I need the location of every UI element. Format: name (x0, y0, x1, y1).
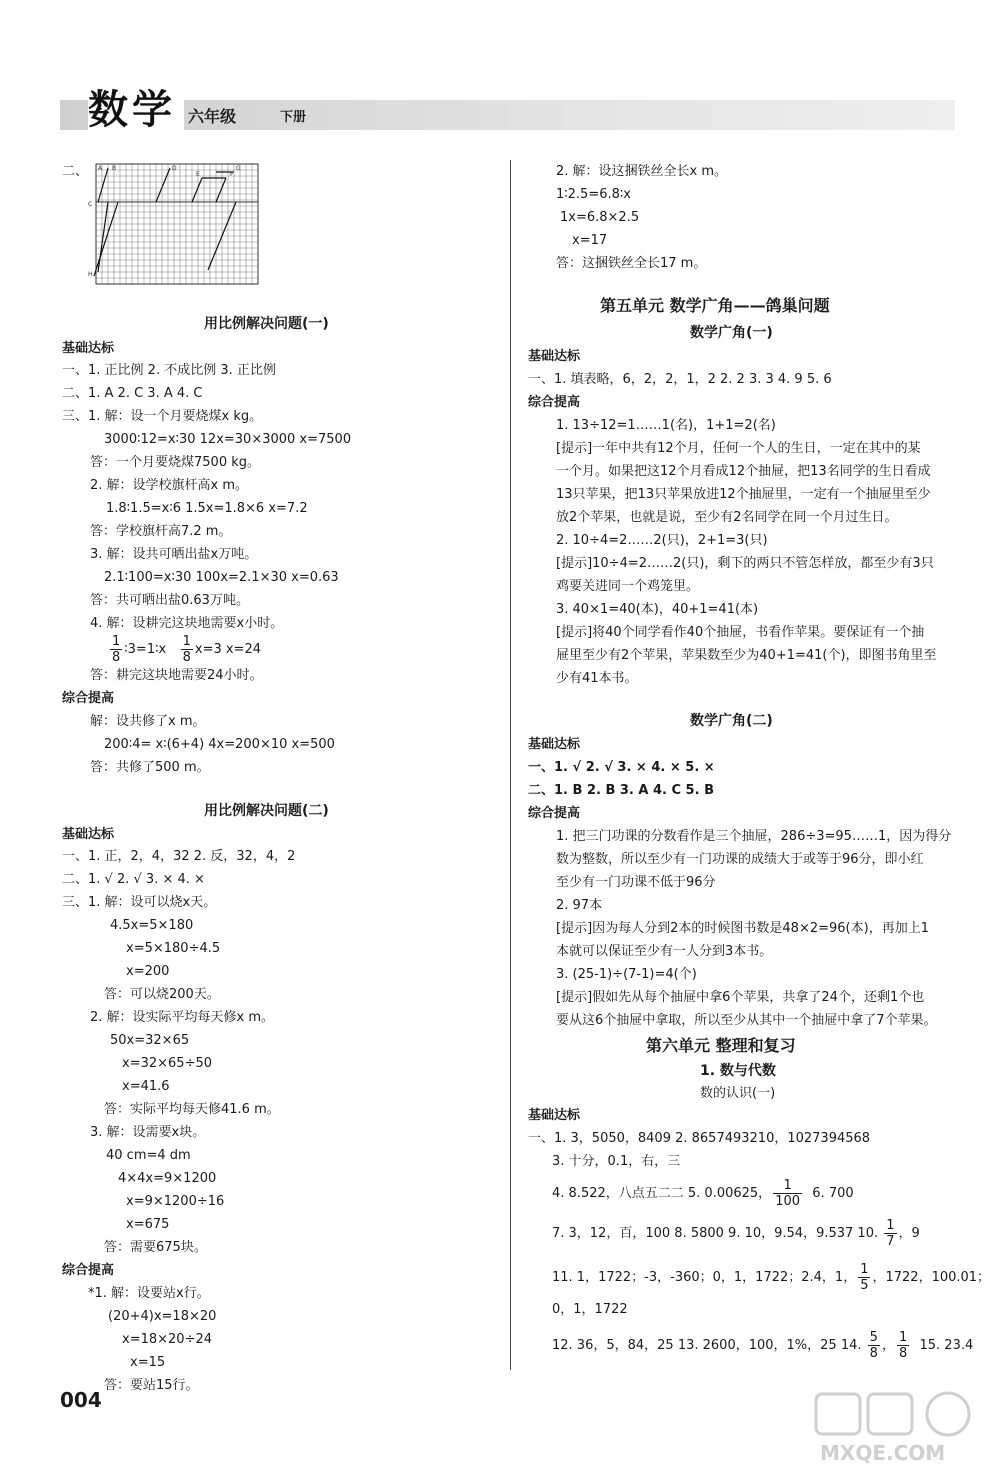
fraction: $\frac{1}{100}$ (775, 1178, 801, 1209)
answer-line: 0，1，1722 (552, 1302, 628, 1317)
grid-label-a: A (98, 165, 103, 172)
equation-line: 40 cm=4 dm (106, 1148, 191, 1163)
answer-line: 三、1. 解：设可以烧x天。 (62, 895, 217, 910)
hint-line: 本就可以保证至少有一人分到3本书。 (556, 944, 773, 959)
basic-heading: 基础达标 (62, 827, 115, 842)
section-title-math-corner-2: 数学广角(二) (690, 713, 773, 729)
watermark-glyph-1 (816, 1394, 860, 1434)
watermark-logo (810, 1390, 990, 1468)
answer-line: 答：学校旗杆高7.2 m。 (90, 524, 232, 539)
answer-line: 三、1. 解：设一个月要烧煤x kg。 (62, 409, 263, 424)
subsection-subtitle: 数的认识(一) (700, 1086, 776, 1101)
hint-line: 屉里至少有2个苹果，苹果数至少为40+1=41(个)，即图书角里至 (556, 648, 937, 663)
basic-heading: 基础达标 (62, 341, 115, 356)
equation-line: x=9×1200÷16 (126, 1194, 225, 1209)
equation-line: 1.8∶1.5=x∶6 1.5x=1.8×6 x=7.2 (106, 501, 308, 516)
answer-line-fraction (552, 1262, 990, 1293)
hint-line: 13只苹果，把13只苹果放进12个抽屉里，一定有一个抽屉里至少 (556, 487, 931, 502)
answer-line: 一、1. √ 2. √ 3. × 4. × 5. × (528, 760, 715, 775)
subject-title: 数学 (88, 78, 184, 135)
answer-line: 答：一个月要烧煤7500 kg。 (90, 455, 260, 470)
answer-line-fraction: 12. 36，5，84，25 13. 2600，100，1%，25 14. $\frac{5}{8}$ ， $\frac{1}{8}$ 15. 23.4 (552, 1330, 974, 1361)
answer-line: 答：这捆铁丝全长17 m。 (556, 256, 707, 271)
answer-line: 答：需要675块。 (104, 1240, 207, 1255)
answer-line: 数为整数，所以至少有一门功课的成绩大于或等于96分，即小红 (556, 852, 924, 867)
answer-line: 至少有一门功课不低于96分 (556, 875, 716, 890)
grid-label-c: C (88, 201, 93, 208)
equation-line: x=17 (572, 233, 608, 248)
answer-line: 一、1. 3，5050，8409 2. 8657493210，1027394568 (528, 1131, 871, 1146)
equation-line: (20+4)x=18×20 (108, 1309, 217, 1324)
equation-line: 4.5x=5×180 (110, 918, 194, 933)
fraction: $\frac{1}{7}$ (886, 1218, 895, 1249)
answer-text: 15. 23.4 (919, 1338, 974, 1353)
equation-line: x=5×180÷4.5 (126, 941, 221, 956)
answer-line: *1. 解：设要站x行。 (88, 1286, 210, 1301)
advanced-heading: 综合提高 (62, 1263, 115, 1278)
answer-line: 二、1. A 2. C 3. A 4. C (62, 386, 203, 401)
answer-line: 2. 97本 (556, 898, 603, 913)
fraction: $\frac{1}{8}$ (898, 1330, 908, 1361)
answer-text: ，9 (898, 1226, 920, 1241)
answer-line: 1. 把三门功课的分数看作是三个抽屉，286÷3=95……1，因为得分 (556, 829, 952, 844)
answer-line: 答：共修了500 m。 (90, 760, 210, 775)
answer-line: 2. 10÷4=2……2(只)，2+1=3(只) (556, 533, 768, 548)
answer-line: 答：可以烧200天。 (104, 987, 220, 1002)
fraction: $\frac{1}{8}$ (182, 634, 191, 665)
answer-text: 7. 3，12，百，100 8. 5800 9. 10，9.54，9.537 10. (552, 1226, 883, 1241)
answer-line: 一、1. 正，2，4，32 2. 反，32，4，2 (62, 849, 296, 864)
answer-line: 3. 十分，0.1，右，三 (552, 1154, 681, 1169)
answer-line: 3. 解：设共可晒出盐x万吨。 (90, 547, 258, 562)
grid-label-f: F (230, 171, 234, 178)
answer-line: 答：耕完这块地需要24小时。 (90, 668, 263, 683)
page-number: 004 (60, 1388, 102, 1412)
equation-text: ∶3=1∶x (124, 642, 167, 657)
section-2-label: 二、 (62, 164, 89, 179)
equation-line: x=675 (126, 1217, 170, 1232)
equation-line: x=18×20÷24 (122, 1332, 212, 1347)
hint-line: [提示]10÷4=2……2(只)，剩下的两只不管怎样放，都至少有3只 (556, 556, 934, 571)
equation-line: 1∶2.5=6.8∶x (556, 187, 631, 202)
answer-line: 1. 13÷12=1……1(名)，1+1=2(名) (556, 418, 776, 433)
answer-line: 3. 40×1=40(本)，40+1=41(本) (556, 602, 759, 617)
answer-line: 2. 解：设学校旗杆高x m。 (90, 478, 249, 493)
advanced-heading: 综合提高 (528, 395, 581, 410)
grid-label-h: H (88, 271, 93, 278)
fraction: $\frac{5}{8}$ (869, 1330, 878, 1361)
equation-text: x=3 x=24 (194, 642, 261, 657)
basic-heading: 基础达标 (528, 737, 581, 752)
answer-line: 答：实际平均每天修41.6 m。 (104, 1102, 280, 1117)
hint-line: [提示]假如先从每个抽屉中拿6个苹果，共拿了24个，还剩1个也 (556, 990, 925, 1005)
answer-line: 3. (25-1)÷(7-1)=4(个) (556, 967, 697, 982)
equation-line: 50x=32×65 (110, 1033, 190, 1048)
grid-label-g: G (236, 165, 241, 172)
grade-label: 六年级 (188, 107, 237, 126)
hint-line: [提示]因为每人分到2本的时候图书数是48×2=96(本)，再加上1 (556, 921, 929, 936)
watermark-text: MXQE.COM (820, 1441, 946, 1465)
hint-line: [提示]一年中共有12个月，任何一个人的生日，一定在其中的某 (556, 441, 921, 456)
hint-line: 少有41本书。 (556, 671, 638, 686)
section-title-math-corner-1: 数学广角(一) (690, 325, 773, 341)
hint-line: 鸡要关进同一个鸡笼里。 (556, 579, 700, 594)
grid-label-e: E (196, 171, 200, 178)
equation-line: x=32×65÷50 (122, 1056, 212, 1071)
answer-line: 2. 解：设这捆铁丝全长x m。 (556, 164, 728, 179)
equation-line: 3000∶12=x∶30 12x=30×3000 x=7500 (104, 432, 352, 447)
answer-line: 一、1. 正比例 2. 不成比例 3. 正比例 (62, 363, 276, 378)
answer-text: 11. 1，1722；-3，-360；0，1，1722；2.4，1， (552, 1270, 857, 1285)
unit-6-title: 第六单元 整理和复习 (646, 1036, 796, 1055)
equation-line: 200∶4= x∶(6+4) 4x=200×10 x=500 (104, 737, 335, 752)
basic-heading: 基础达标 (528, 349, 581, 364)
equation-line: x=15 (130, 1355, 166, 1370)
answer-line: 3. 解：设需要x块。 (90, 1125, 206, 1140)
equation-line: 4×4x=9×1200 (118, 1171, 217, 1186)
answer-text: ，1722，100.01； (872, 1270, 991, 1285)
answer-line: 4. 解：设耕完这块地需要x小时。 (90, 616, 284, 631)
hint-line: 一个月。如果把这12个月看成12个抽屉，把13名同学的生日看成 (556, 464, 931, 479)
answer-text: 4. 8.522，八点五二二 5. 0.00625， (552, 1186, 772, 1201)
unit-5-title: 第五单元 数学广角——鸽巢问题 (600, 296, 830, 315)
equation-line: x=200 (126, 964, 170, 979)
answer-line-fraction (552, 1178, 854, 1209)
grid-label-b: B (112, 165, 117, 172)
answer-line: 答：共可晒出盐0.63万吨。 (90, 593, 249, 608)
watermark-glyph-2 (868, 1394, 912, 1434)
answer-line-fraction (552, 1218, 920, 1249)
answer-line: 一、1. 填表略，6，2，2，1，2 2. 2 3. 3 4. 9 5. 6 (528, 372, 832, 387)
hint-line: 要从这6个抽屉中拿取，所以至少从其中一个抽屉中拿了7个苹果。 (556, 1013, 937, 1028)
grid-label-d: D (172, 165, 177, 172)
equation-line: 2.1∶100=x∶30 100x=2.1×30 x=0.63 (104, 570, 339, 585)
answer-line: 二、1. B 2. B 3. A 4. C 5. B (528, 783, 714, 798)
answer-text: 6. 700 (812, 1186, 854, 1201)
advanced-heading: 综合提高 (62, 691, 115, 706)
answer-line: 2. 解：设实际平均每天修x m。 (90, 1010, 275, 1025)
answer-line: 解：设共修了x m。 (90, 714, 206, 729)
advanced-heading: 综合提高 (528, 806, 581, 821)
answer-line: 答：要站15行。 (104, 1378, 199, 1393)
equation-line: x=41.6 (122, 1079, 170, 1094)
answer-text: 12. 36，5，84，25 13. 2600，100，1%，25 14. (552, 1338, 866, 1353)
section-title-proportion-1: 用比例解决问题(一) (204, 316, 329, 332)
equation-line: 1x=6.8×2.5 (560, 210, 640, 225)
volume-label: 下册 (280, 110, 307, 125)
fraction: $\frac{1}{8}$ (112, 634, 121, 665)
section-title-proportion-2: 用比例解决问题(二) (204, 803, 329, 819)
fraction: $\frac{1}{5}$ (860, 1262, 869, 1293)
subsection-title: 1. 数与代数 (700, 1063, 776, 1079)
answer-line: 二、1. √ 2. √ 3. × 4. × (62, 872, 205, 887)
hint-line: 放2个苹果，也就是说，至少有2名同学在同一个月过生日。 (556, 510, 898, 525)
watermark-glyph-3 (927, 1393, 969, 1435)
hint-line: [提示]将40个同学看作40个抽屉，书看作苹果。要保证有一个抽 (556, 625, 925, 640)
basic-heading: 基础达标 (528, 1108, 581, 1123)
